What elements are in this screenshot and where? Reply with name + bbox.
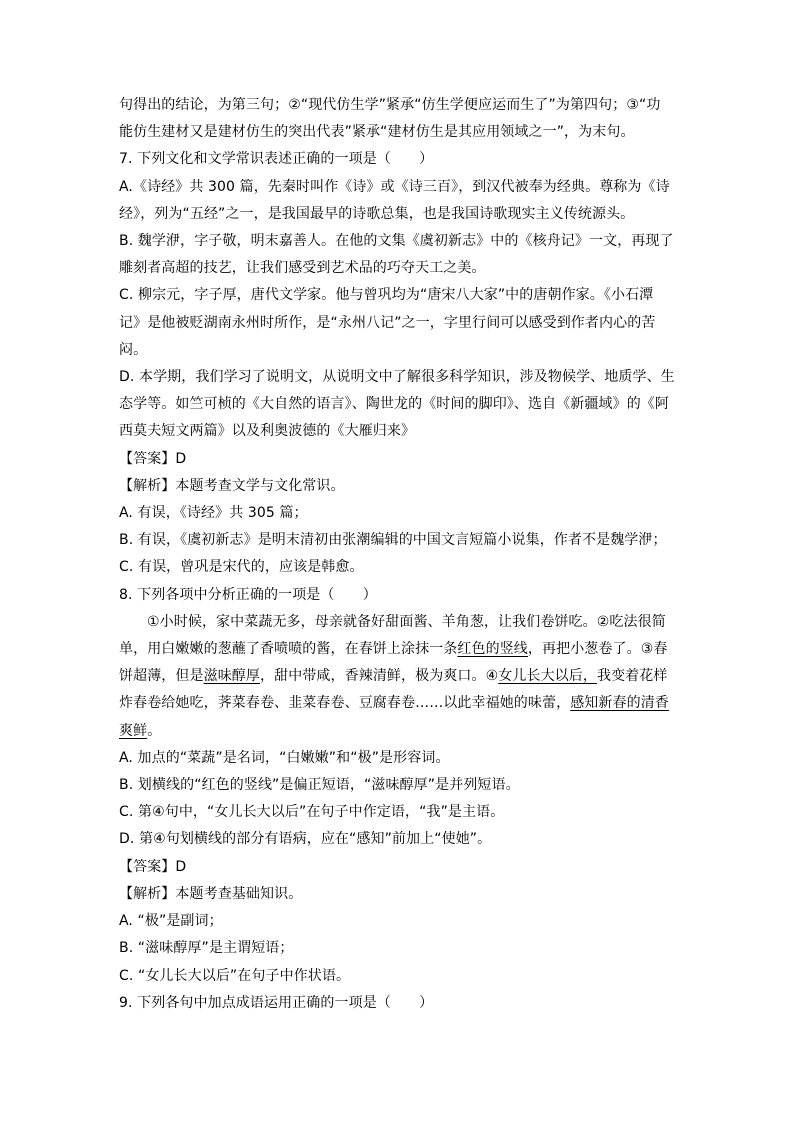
option-d-line: D. 第④句划横线的部分有语病，应在“感知”前加上“使她”。 xyxy=(119,831,492,848)
passage-line xyxy=(119,718,679,745)
passage-text: 炸春卷给她吃，荠菜春卷、韭菜春卷、豆腐春卷……以此幸福她的味蕾， xyxy=(119,695,571,712)
passage-text: ，甜中带咸，香辣清鲜，极为爽口。④ xyxy=(260,668,499,685)
option-b-line: B. 划横线的“红色的竖线”是偏正短语，“滋味醇厚”是并列短语。 xyxy=(119,777,520,794)
passage-line xyxy=(119,690,679,717)
passage-line xyxy=(119,663,679,690)
option-c-line: C. 第④句中，“女儿长大以后”在句子中作定语，“我”是主语。 xyxy=(119,804,505,821)
passage-text: ，再把小葱卷了。③春 xyxy=(527,641,668,658)
passage-text: 饼超薄，但是 xyxy=(119,668,204,685)
underlined-text: 爽鲜 xyxy=(119,722,148,739)
passage-text: 单，用白嫩嫩的葱蘸了香喷喷的酱，在春饼上涂抹一条 xyxy=(119,641,458,658)
passage-line xyxy=(119,636,679,663)
option-d-line: D. 本学期，我们学习了说明文，从说明文中了解很多科学知识，涉及物候学、地质学、生 xyxy=(119,369,675,386)
underlined-text: 滋味醇厚 xyxy=(203,668,261,685)
option-a-line: A. 加点的“菜蔬”是名词，“白嫩嫩”和“极”是形容词。 xyxy=(119,749,450,766)
question-7-stem: 7. 下列文化和文学常识表述正确的一项是（ ） xyxy=(119,151,434,168)
option-c-line: 闷。 xyxy=(119,341,148,358)
text-line: 句得出的结论，为第三句；②“现代仿生学”紧承“仿生学便应运而生了”为第四句；③“功 xyxy=(119,97,661,113)
option-a-line: 经》，列为“五经”之一，是我国最早的诗歌总集，也是我国诗歌现实主义传统源头。 xyxy=(119,205,635,222)
analysis-label: 【解析】本题考查基础知识。 xyxy=(119,885,303,902)
answer-label: 【答案】D xyxy=(119,858,187,875)
document-body xyxy=(119,92,679,1017)
option-c-line: C. 柳宗元，字子厚，唐代文学家。他与曾巩均为“唐宋八大家”中的唐朝作家。《小石潭 xyxy=(119,287,654,304)
option-b-line: 雕刻者高超的技艺，让我们感受到艺术品的巧夺天工之美。 xyxy=(119,260,486,277)
underlined-text: 红色的竖线 xyxy=(457,641,528,658)
passage-line: ①小时候，家中菜蔬无多，母亲就备好甜面酱、羊角葱，让我们卷饼吃。②吃法很简 xyxy=(147,613,666,630)
explanation-line: C. “女儿长大以后”在句子中作状语。 xyxy=(119,967,351,984)
option-b-line: B. 魏学洢，字子敬，明末嘉善人。在他的文集《虞初新志》中的《核舟记》一文，再现了 xyxy=(119,233,674,250)
passage-text: 我变着花样 xyxy=(596,668,668,685)
explanation-line: C. 有误，曾巩是宋代的，应该是韩愈。 xyxy=(119,559,364,576)
option-d-line: 西莫夫短文两篇》以及利奥波德的《大雁归来》 xyxy=(119,423,416,440)
option-d-line: 态学等。如竺可桢的《大自然的语言》、陶世龙的《时间的脚印》、选自《新疆域》的《阿 xyxy=(119,396,669,413)
option-c-line: 记》是他被贬湖南永州时所作，是“永州八记”之一，字里行间可以感受到作者内心的苦 xyxy=(119,314,656,331)
passage-text: 。 xyxy=(147,722,162,739)
answer-label: 【答案】D xyxy=(119,450,187,467)
underlined-text: 女儿长大以后， xyxy=(498,668,597,685)
underlined-text: 感知新春的清香 xyxy=(570,695,669,712)
explanation-line: A. 有误，《诗经》共 305 篇； xyxy=(119,505,308,522)
question-9-stem: 9. 下列各句中加点成语运用正确的一项是（ ） xyxy=(119,994,434,1011)
analysis-label: 【解析】本题考查文学与文化常识。 xyxy=(119,477,345,494)
explanation-line: B. “滋味醇厚”是主谓短语； xyxy=(119,940,294,957)
question-8-stem: 8. 下列各项中分析正确的一项是（ ） xyxy=(119,586,377,603)
explanation-line: B. 有误，《虞初新志》是明末清初由张潮编辑的中国文言短篇小说集，作者不是魏学洢； xyxy=(119,532,667,549)
explanation-line: A. “极”是副词； xyxy=(119,913,223,930)
text-line: 能仿生建材又是建材仿生的突出代表”紧承“建材仿生是其应用领域之一”，为末句。 xyxy=(119,124,635,141)
option-a-line: A.《诗经》共 300 篇，先秦时叫作《诗》或《诗三百》，到汉代被奉为经典。尊称为《诗 xyxy=(119,178,670,195)
